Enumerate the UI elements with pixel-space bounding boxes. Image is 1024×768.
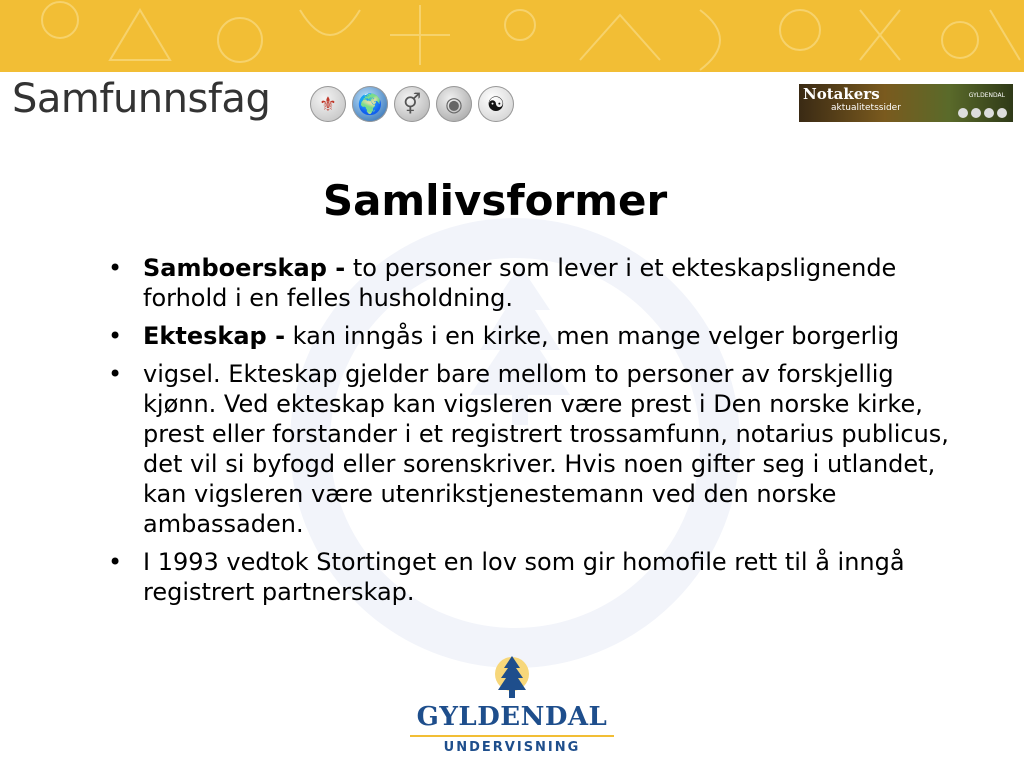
bullet-list	[104, 253, 954, 615]
list-item	[104, 547, 954, 607]
notakers-title: Notakers	[803, 85, 880, 103]
list-item	[104, 253, 954, 313]
bullet-marker: •	[108, 548, 123, 576]
gyldendal-logo	[408, 652, 616, 762]
top-banner	[0, 0, 1024, 72]
notakers-icon-row	[958, 108, 1007, 118]
bullet-marker: •	[108, 322, 123, 350]
yin-yang-icon[interactable]: ☯	[478, 86, 514, 122]
notakers-subtitle: aktualitetssider	[831, 103, 901, 113]
notakers-dot-icon	[971, 108, 981, 118]
list-item	[104, 359, 954, 539]
gyldendal-name: GYLDENDAL	[416, 702, 608, 732]
notakers-dot-icon	[997, 108, 1007, 118]
gyldendal-subtitle: UNDERVISNING	[443, 740, 581, 755]
bullet-term: Samboerskap -	[143, 254, 346, 282]
bullet-marker: •	[108, 254, 123, 282]
coin-icon[interactable]: ◉	[436, 86, 472, 122]
bullet-marker: •	[108, 360, 123, 388]
slide-title: Samlivsformer	[322, 176, 668, 225]
gender-symbols-icon[interactable]: ⚥	[394, 86, 430, 122]
notakers-dot-icon	[958, 108, 968, 118]
notakers-dot-icon	[984, 108, 994, 118]
bullet-text: kan inngås i en kirke, men mange velger borgerlig	[285, 322, 900, 350]
coat-of-arms-icon[interactable]: ⚜	[310, 86, 346, 122]
bullet-text: I 1993 vedtok Stortinget en lov som gir homofile rett til å inngå registrert partnerskap.	[143, 548, 905, 606]
gyldendal-tree-icon	[494, 654, 530, 700]
globe-icon[interactable]: 🌍	[352, 86, 388, 122]
topic-icon-row	[310, 86, 514, 122]
bullet-text: vigsel. Ekteskap gjelder bare mellom to personer av forskjellig kjønn. Ved ekteskap kan vigsleren være prest i Den norske kirke, prest eller forstander i et registrert trossamfunn, notarius publicus, det vil si byfogd eller sorenskriver. Hvis noen gifter seg i utlandet, kan vigsleren være utenrikstjenestemann ved den norske ambassaden.	[143, 360, 949, 538]
bullet-term: Ekteskap -	[143, 322, 286, 350]
bullet-text: to personer som lever i et ekteskapslignende forhold i en felles husholdning.	[143, 254, 897, 312]
gyldendal-divider	[410, 735, 614, 737]
notakers-brand: GYLDENDAL	[968, 92, 1005, 99]
app-title: Samfunnsfag	[12, 76, 271, 122]
banner-doodles	[0, 0, 1024, 72]
notakers-banner[interactable]	[799, 84, 1013, 122]
list-item	[104, 321, 954, 351]
